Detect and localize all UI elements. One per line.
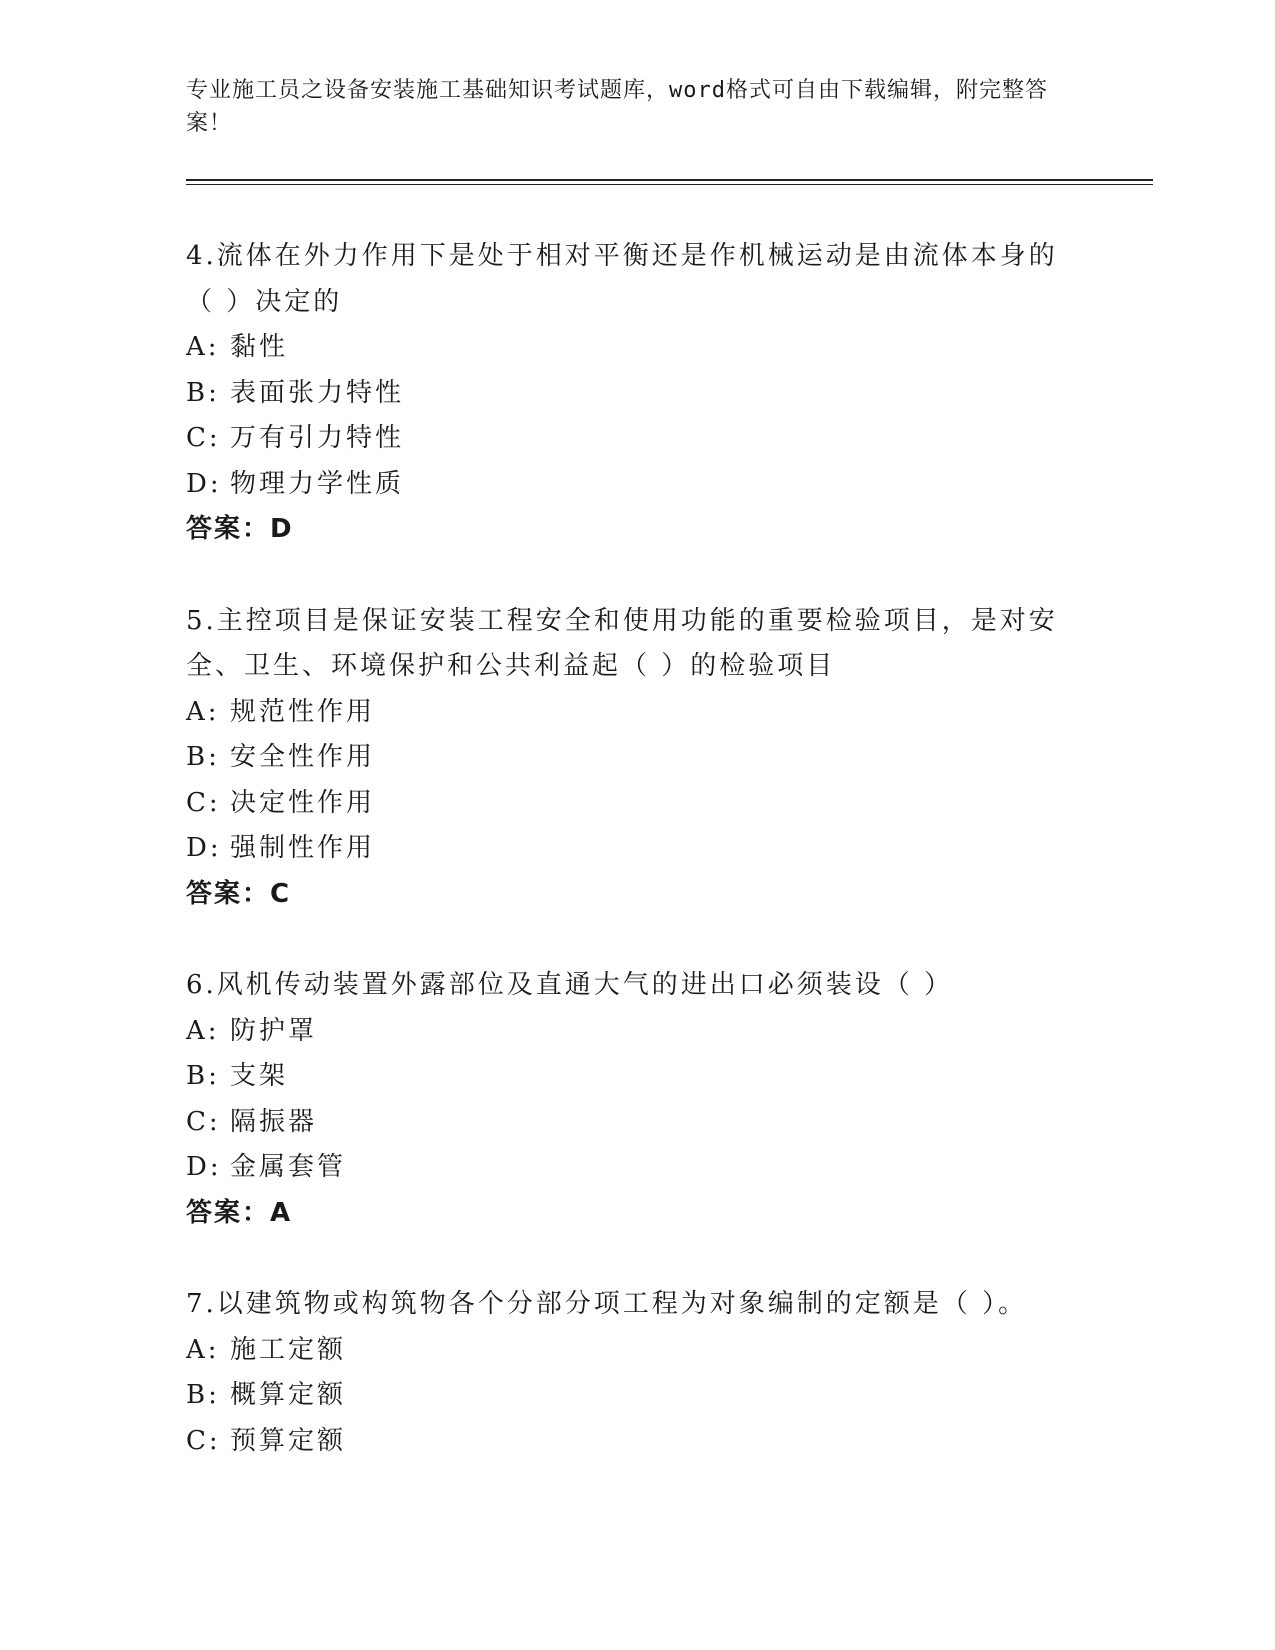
option-key: A: <box>186 1334 220 1365</box>
option-text: 施工定额 <box>230 1334 347 1365</box>
question-stem: 5.主控项目是保证安装工程安全和使用功能的重要检验项目，是对安全、卫生、环境保护和公共利益起（ ）的检验项目 <box>186 605 1058 681</box>
option-text: 规范性作用 <box>230 696 376 727</box>
question-4 <box>186 234 1086 553</box>
answer-line: 答案：A <box>186 1197 293 1228</box>
option-b <box>186 735 1086 781</box>
option-key: A: <box>186 1015 220 1046</box>
question-7 <box>186 1282 1086 1464</box>
option-text: 防护罩 <box>230 1015 318 1046</box>
header-divider-thin <box>186 184 1153 185</box>
document-header: 专业施工员之设备安装施工基础知识考试题库，word格式可自由下载编辑，附完整答案！ <box>186 78 1048 136</box>
option-key: C: <box>186 787 221 818</box>
option-c <box>186 1100 1086 1146</box>
option-key: B: <box>186 1061 220 1091</box>
option-d <box>186 462 1086 508</box>
option-c <box>186 1419 1086 1465</box>
answer-line: 答案：D <box>186 514 294 544</box>
option-b <box>186 1054 1086 1100</box>
option-c <box>186 781 1086 827</box>
option-text: 金属套管 <box>230 1152 347 1182</box>
question-6 <box>186 963 1086 1236</box>
header-divider-thick <box>186 179 1153 181</box>
answer-line: 答案：C <box>186 878 292 909</box>
option-text: 物理力学性质 <box>230 468 405 499</box>
option-a <box>186 325 1086 371</box>
option-text: 支架 <box>230 1061 289 1091</box>
option-b <box>186 1373 1086 1419</box>
option-a <box>186 690 1086 736</box>
option-key: B: <box>186 377 220 408</box>
option-c <box>186 416 1086 462</box>
option-key: B: <box>186 742 220 772</box>
option-key: C: <box>186 1425 221 1456</box>
option-a <box>186 1009 1086 1055</box>
option-text: 决定性作用 <box>230 787 376 818</box>
option-text: 概算定额 <box>230 1380 347 1410</box>
option-text: 强制性作用 <box>230 833 376 863</box>
option-text: 表面张力特性 <box>230 377 405 408</box>
question-stem: 4.流体在外力作用下是处于相对平衡还是作机械运动是由流体本身的（ ）决定的 <box>186 241 1058 317</box>
option-key: B: <box>186 1380 220 1410</box>
option-a <box>186 1328 1086 1374</box>
option-key: D: <box>186 468 222 499</box>
option-key: A: <box>186 332 220 362</box>
option-text: 预算定额 <box>230 1425 347 1456</box>
option-d <box>186 826 1086 872</box>
question-stem: 7.以建筑物或构筑物各个分部分项工程为对象编制的定额是（ ）。 <box>186 1289 1028 1319</box>
option-key: C: <box>186 423 221 453</box>
option-text: 黏性 <box>230 332 289 362</box>
option-key: D: <box>186 833 222 863</box>
option-text: 安全性作用 <box>230 742 376 772</box>
question-5 <box>186 599 1086 918</box>
option-key: C: <box>186 1106 221 1137</box>
question-stem: 6.风机传动装置外露部位及直通大气的进出口必须装设（ ） <box>186 970 954 1000</box>
option-text: 隔振器 <box>230 1106 318 1137</box>
option-key: A: <box>186 696 220 727</box>
option-d <box>186 1145 1086 1191</box>
option-key: D: <box>186 1152 222 1182</box>
question-list <box>186 234 1086 1510</box>
option-text: 万有引力特性 <box>230 423 405 453</box>
option-b <box>186 371 1086 417</box>
